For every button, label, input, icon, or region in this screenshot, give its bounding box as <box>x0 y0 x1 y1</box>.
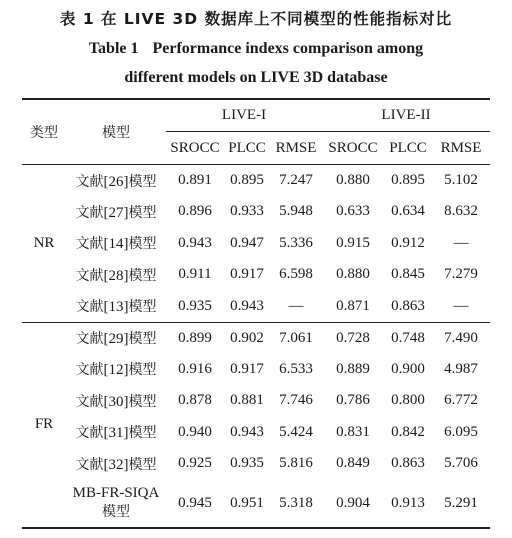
cell-value: 0.915 <box>336 234 370 251</box>
reference-number: [32] <box>103 456 129 473</box>
cell-value: 0.889 <box>336 360 370 377</box>
cell-value: 0.842 <box>391 423 425 440</box>
cell-value: — <box>453 234 469 251</box>
model-name <box>66 385 166 417</box>
cell-value: 5.102 <box>444 172 478 188</box>
table-row <box>22 291 490 323</box>
table-row <box>22 196 490 228</box>
table-row <box>22 480 490 528</box>
table-row <box>22 165 490 197</box>
reference-number: [27] <box>103 204 129 221</box>
header-metric: RMSE <box>275 139 317 156</box>
reference-number: [26] <box>103 173 129 190</box>
cell-value: 0.896 <box>178 203 212 220</box>
cell-value: 0.891 <box>178 172 212 188</box>
model-name-line1: MB-FR-SIQA <box>72 485 160 501</box>
cell-value: 7.247 <box>279 172 313 188</box>
header-type: 类型 <box>30 125 58 141</box>
header-metric: PLCC <box>389 139 427 156</box>
table-header <box>22 99 490 165</box>
model-prefix: 文献 <box>75 393 104 410</box>
model-prefix: 文献 <box>75 425 104 442</box>
model-name <box>66 417 166 449</box>
cell-value: 0.902 <box>230 329 264 346</box>
cell-value: 6.598 <box>279 266 313 283</box>
table-row <box>22 417 490 449</box>
caption-label: Table 1 <box>88 40 139 57</box>
cell-value: 0.845 <box>391 266 425 283</box>
cell-value: 0.917 <box>230 360 264 377</box>
model-suffix: 模型 <box>128 204 157 221</box>
group-nr <box>22 165 490 323</box>
model-suffix: 模型 <box>128 331 157 347</box>
model-name <box>66 448 166 480</box>
reference-number: [14] <box>103 236 129 253</box>
table-row <box>22 322 490 354</box>
cell-value: 0.786 <box>336 392 370 409</box>
cell-value: 6.772 <box>444 392 478 409</box>
caption-english-line2: different models on LIVE 3D database <box>124 69 388 86</box>
header-row-top <box>22 99 490 132</box>
cell-value: 0.943 <box>230 423 264 440</box>
table-row <box>22 448 490 480</box>
cell-value: 7.490 <box>444 329 478 346</box>
cell-value: 0.951 <box>230 494 264 511</box>
cell-value: 0.880 <box>336 266 370 283</box>
group-type-label: FR <box>34 416 54 432</box>
cell-value: 0.880 <box>336 172 370 188</box>
model-suffix: 模型 <box>128 299 157 315</box>
caption-chinese: 表 1 在 LIVE 3D 数据库上不同模型的性能指标对比 <box>59 10 453 28</box>
cell-value: 5.318 <box>279 494 313 511</box>
model-prefix: 文献 <box>75 456 104 473</box>
cell-value: 0.728 <box>336 329 370 346</box>
model-prefix: 文献 <box>75 236 104 253</box>
header-metric: PLCC <box>228 139 266 156</box>
model-suffix: 模型 <box>128 425 157 442</box>
cell-value: 0.881 <box>230 392 264 409</box>
model-prefix: 文献 <box>75 331 104 347</box>
model-suffix: 模型 <box>128 236 157 253</box>
group-fr <box>22 322 490 528</box>
cell-value: 8.632 <box>444 203 478 220</box>
model-name <box>66 291 166 323</box>
cell-value: 7.746 <box>279 392 313 409</box>
table-row <box>22 259 490 291</box>
reference-number: [30] <box>103 393 129 410</box>
model-name <box>66 196 166 228</box>
cell-value: 0.900 <box>391 360 425 377</box>
cell-value: 0.943 <box>178 234 212 251</box>
cell-value: 5.948 <box>279 203 313 220</box>
model-suffix: 模型 <box>128 173 157 190</box>
header-metric: SROCC <box>170 139 220 156</box>
reference-number: [29] <box>103 331 129 347</box>
cell-value: 0.863 <box>391 297 425 314</box>
cell-value: 0.863 <box>391 455 425 472</box>
model-prefix: 文献 <box>75 204 104 221</box>
cell-value: 0.871 <box>336 297 370 314</box>
model-name <box>66 354 166 386</box>
cell-value: 5.291 <box>444 494 478 511</box>
model-name <box>66 322 166 354</box>
cell-value: 0.916 <box>178 360 212 377</box>
cell-value: 0.849 <box>336 455 370 472</box>
cell-value: 0.917 <box>230 266 264 283</box>
model-prefix: 文献 <box>75 362 104 379</box>
reference-number: [12] <box>103 362 129 379</box>
cell-value: 0.800 <box>391 392 425 409</box>
cell-value: 0.895 <box>230 172 264 188</box>
cell-value: 0.935 <box>230 455 264 472</box>
table-row <box>22 385 490 417</box>
header-metric: SROCC <box>328 139 378 156</box>
model-prefix: 文献 <box>75 173 104 190</box>
model-prefix: 文献 <box>75 267 104 284</box>
cell-value: 5.706 <box>444 455 478 472</box>
cell-value: 0.878 <box>178 392 212 409</box>
model-prefix: 文献 <box>75 299 104 315</box>
model-name <box>66 228 166 260</box>
group-type-label: NR <box>33 234 55 251</box>
cell-value: 0.895 <box>391 172 425 188</box>
cell-value: — <box>453 297 469 314</box>
performance-table <box>22 98 490 529</box>
reference-number: [31] <box>103 425 129 442</box>
model-name-line2: 模型 <box>102 504 130 520</box>
header-model: 模型 <box>102 125 130 141</box>
model-suffix: 模型 <box>128 267 157 284</box>
cell-value: 0.831 <box>336 423 370 440</box>
cell-value: 0.899 <box>178 329 212 346</box>
cell-value: 0.940 <box>178 423 212 440</box>
model-suffix: 模型 <box>128 362 157 379</box>
cell-value: 0.634 <box>391 203 425 220</box>
cell-value: 0.943 <box>230 297 264 314</box>
reference-number: [28] <box>103 267 129 284</box>
header-metric: RMSE <box>440 139 482 156</box>
header-live-i: LIVE-I <box>166 99 322 132</box>
model-name <box>66 259 166 291</box>
model-suffix: 模型 <box>128 456 157 473</box>
cell-value: 6.095 <box>444 423 478 440</box>
cell-value: 0.933 <box>230 203 264 220</box>
cell-value: 5.816 <box>279 455 313 472</box>
cell-value: 0.748 <box>391 329 425 346</box>
cell-value: 0.925 <box>178 455 212 472</box>
cell-value: 0.945 <box>178 494 212 511</box>
caption-title-line1: Performance indexs comparison among <box>152 40 424 57</box>
cell-value: 5.336 <box>279 234 313 251</box>
cell-value: 0.633 <box>336 203 370 220</box>
cell-value: 0.904 <box>336 494 370 511</box>
cell-value: 0.913 <box>391 494 425 511</box>
header-live-ii: LIVE-II <box>322 99 490 132</box>
cell-value: 6.533 <box>279 360 313 377</box>
cell-value: 4.987 <box>444 360 478 377</box>
cell-value: 0.911 <box>178 266 212 283</box>
model-name <box>66 480 166 528</box>
cell-value: — <box>288 297 304 314</box>
table-row <box>22 354 490 386</box>
cell-value: 7.279 <box>444 266 478 283</box>
cell-value: 0.947 <box>230 234 264 251</box>
model-suffix: 模型 <box>128 393 157 410</box>
caption-english-line1 <box>0 40 512 58</box>
model-name <box>66 165 166 197</box>
cell-value: 5.424 <box>279 423 313 440</box>
cell-value: 7.061 <box>279 329 313 346</box>
table-row <box>22 228 490 260</box>
cell-value: 0.935 <box>178 297 212 314</box>
cell-value: 0.912 <box>391 234 425 251</box>
reference-number: [13] <box>103 299 129 315</box>
